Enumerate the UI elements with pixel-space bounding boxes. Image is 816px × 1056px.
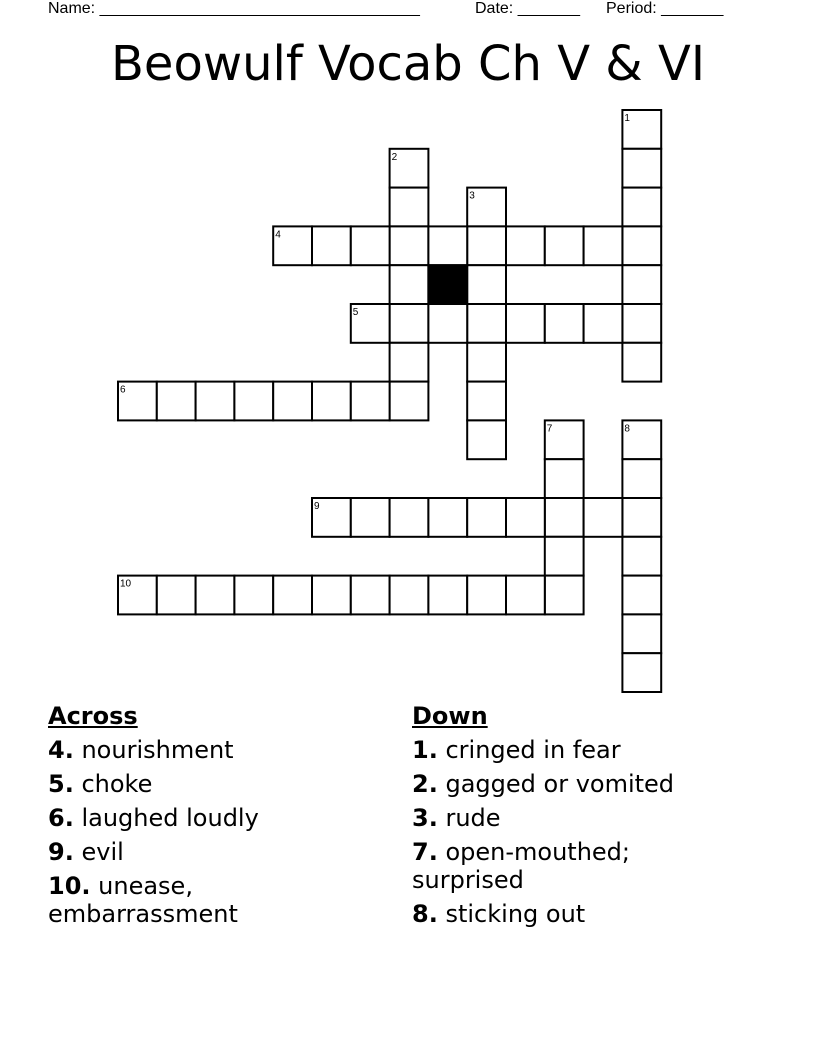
clue-across-6 (48, 804, 378, 832)
cell-number: 8 (624, 423, 630, 435)
across-heading: Across (48, 702, 138, 730)
across-clues (48, 702, 378, 934)
grid-cell[interactable] (273, 382, 312, 421)
clue-number: 9. (48, 838, 74, 866)
grid-cell[interactable] (428, 226, 467, 265)
grid-cell[interactable] (351, 498, 390, 537)
clue-down-3 (412, 804, 742, 832)
grid-cell[interactable] (545, 304, 584, 343)
clue-across-10 (48, 872, 348, 928)
clue-down-7 (412, 838, 662, 894)
grid-cell[interactable] (234, 576, 273, 615)
grid-cell[interactable] (622, 614, 661, 653)
grid-cell[interactable] (622, 459, 661, 498)
grid-cell[interactable] (622, 498, 661, 537)
cell-number: 5 (352, 307, 359, 318)
grid-cell[interactable] (622, 343, 661, 382)
clue-across-9 (48, 838, 378, 866)
clue-down-8 (412, 900, 742, 928)
grid-cell[interactable] (390, 304, 429, 343)
clue-text: laughed loudly (81, 804, 259, 832)
grid-cell[interactable] (351, 226, 390, 265)
grid-cell[interactable] (312, 226, 351, 265)
clue-text: gagged or vomited (445, 770, 675, 798)
clue-text: sticking out (445, 900, 586, 928)
grid-cell[interactable] (467, 498, 506, 537)
grid-cell[interactable] (545, 459, 584, 498)
grid-cell[interactable] (196, 382, 235, 421)
grid-cell[interactable] (506, 498, 545, 537)
down-heading: Down (412, 702, 488, 730)
grid-cell[interactable] (428, 304, 467, 343)
clue-text: cringed in fear (445, 736, 621, 764)
grid-cell[interactable] (234, 382, 273, 421)
grid-cell[interactable] (351, 382, 390, 421)
clue-text: evil (81, 838, 124, 866)
clue-number: 10. (48, 872, 91, 900)
cell-number: 7 (546, 423, 553, 435)
clue-text: open-mouthed; surprised (412, 838, 631, 894)
grid-cell[interactable] (545, 576, 584, 615)
grid-cell[interactable] (157, 382, 196, 421)
grid-cell[interactable] (390, 226, 429, 265)
black-cell (428, 265, 467, 304)
grid-cell[interactable] (428, 498, 467, 537)
grid-cell[interactable] (390, 498, 429, 537)
grid-cell[interactable] (545, 226, 584, 265)
grid-cell[interactable] (584, 226, 623, 265)
clue-number: 7. (412, 838, 438, 866)
grid-cell[interactable] (467, 382, 506, 421)
clue-text: nourishment (81, 736, 234, 764)
grid-cell[interactable] (196, 576, 235, 615)
grid-cell[interactable] (351, 576, 390, 615)
cell-number: 4 (275, 229, 281, 241)
clue-down-1 (412, 736, 742, 764)
grid-cell[interactable] (622, 149, 661, 188)
grid-cell[interactable] (622, 537, 661, 576)
grid-cell[interactable] (622, 226, 661, 265)
grid-cell[interactable] (273, 576, 312, 615)
grid-cell[interactable] (622, 304, 661, 343)
date-field: Date: _______ (475, 0, 580, 17)
clue-number: 8. (412, 900, 438, 928)
grid-cell[interactable] (622, 265, 661, 304)
clue-down-2 (412, 770, 742, 798)
cell-number: 6 (120, 384, 126, 396)
clue-text: unease, embarrassment (48, 872, 238, 928)
grid-cell[interactable] (622, 576, 661, 615)
period-field: Period: _______ (606, 0, 724, 17)
clue-across-5 (48, 770, 378, 798)
clue-number: 1. (412, 736, 438, 764)
grid-cell[interactable] (506, 576, 545, 615)
cell-number: 3 (469, 190, 475, 202)
grid-cell[interactable] (622, 653, 661, 692)
grid-cell[interactable] (467, 420, 506, 459)
grid-cell[interactable] (506, 304, 545, 343)
clue-number: 6. (48, 804, 74, 832)
grid-cell[interactable] (467, 304, 506, 343)
grid-cell[interactable] (428, 576, 467, 615)
clue-number: 2. (412, 770, 438, 798)
grid-cell[interactable] (545, 498, 584, 537)
clue-across-4 (48, 736, 378, 764)
clue-text: rude (445, 804, 501, 832)
grid-cell[interactable] (467, 265, 506, 304)
clue-number: 5. (48, 770, 74, 798)
puzzle-title: Beowulf Vocab Ch V & VI (111, 36, 705, 92)
cell-number: 2 (391, 151, 398, 163)
grid-cell[interactable] (467, 226, 506, 265)
grid-cell[interactable] (506, 226, 545, 265)
grid-cell[interactable] (584, 304, 623, 343)
grid-cell[interactable] (157, 576, 196, 615)
clue-text: choke (81, 770, 153, 798)
cell-number: 9 (314, 501, 320, 512)
cell-number: 1 (624, 113, 630, 124)
name-field: Name: ____________________________________ (48, 0, 420, 17)
grid-cell[interactable] (467, 576, 506, 615)
grid-cell[interactable] (467, 343, 506, 382)
grid-cell[interactable] (390, 382, 429, 421)
cell-number: 10 (120, 578, 132, 590)
grid-cell[interactable] (312, 382, 351, 421)
grid-cell[interactable] (390, 343, 429, 382)
grid-cell[interactable] (312, 576, 351, 615)
grid-cell[interactable] (584, 498, 623, 537)
grid-cell[interactable] (390, 265, 429, 304)
down-clues (412, 702, 742, 934)
grid-cell[interactable] (390, 576, 429, 615)
grid-cell[interactable] (390, 188, 429, 227)
clue-number: 3. (412, 804, 438, 832)
grid-cell[interactable] (622, 188, 661, 227)
grid-cell[interactable] (545, 537, 584, 576)
clue-number: 4. (48, 736, 74, 764)
